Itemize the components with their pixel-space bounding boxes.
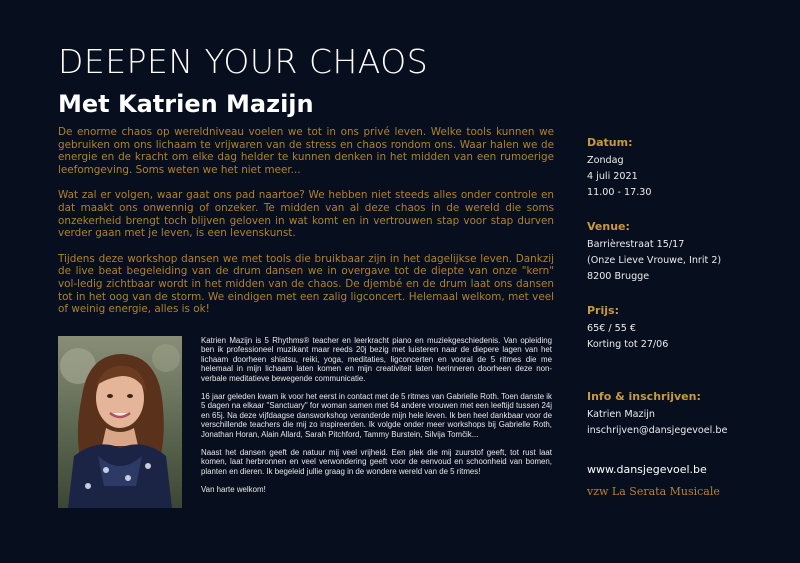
date-label: Datum:: [587, 136, 633, 149]
bio-paragraph: Katrien Mazijn is 5 Rhythms® teacher en leerkracht piano en muziekgeschiedenis. Van opleiding ben ik professioneel muzikant maar reeds 20j bezig met luisteren naar de diepere lagen van het lichaam doorheen shiatsu, reiki, yoga, meditaties, ligconcerten en vooral de 5 ritmes die me helemaal in mijn lichaam laten komen en mijn creativiteit laten herinneren doorheen deze non-verbale meditatieve bewegende communicatie.: [201, 336, 552, 383]
venue-line: 8200 Brugge: [587, 271, 650, 282]
price-line: Korting tot 27/06: [587, 339, 669, 350]
date-section: [587, 136, 787, 201]
bio-paragraph: 16 jaar geleden kwam ik voor het eerst in contact met de 5 ritmes van Gabrielle Roth. Toen danste ik 5 dagen na elkaar "Sanctuary" for woman samen met 64 andere vrouwen met een leeftijd tussen 24j en 65j. Na deze vijfdaagse dansworkshop veranderde mijn hele leven. Ik ben heel dankbaar voor de verschillende teachers die mij zo inspireerden. Ik volgde onder meer workshops bij Gabrielle Roth, Jonathan Horan, Alain Allard, Sarah Pitchford, Tammy Burstein, Silvija Tomčik...: [201, 392, 552, 439]
price-section: [587, 304, 787, 353]
info-label: Info & inschrijven:: [587, 390, 701, 403]
website-link[interactable]: www.dansjegevoel.be: [587, 463, 707, 476]
bio-paragraph: Van harte welkom!: [201, 485, 266, 495]
page-title: DEEPEN YOUR CHAOS: [58, 42, 429, 81]
price-label: Prijs:: [587, 304, 619, 317]
date-line: 4 juli 2021: [587, 171, 638, 182]
venue-section: [587, 220, 787, 285]
intro-paragraph: Wat zal er volgen, waar gaat ons pad naartoe? We hebben niet steeds alles onder controle en dat maakt ons onwennig of onzeker. Te midden van al deze chaos in de wereld die soms onzekerheid brengt toch blijven geloven in wat komt en in vertrouwen stap voor stap durven verder gaan met je leven, is een levenskunst.: [58, 189, 554, 240]
venue-label: Venue:: [587, 220, 630, 233]
date-line: 11.00 - 17.30: [587, 187, 652, 198]
intro-paragraph: De enorme chaos op wereldniveau voelen we tot in ons privé leven. Welke tools kunnen we gebruiken om ons lichaam te vrijwaren van de stress en chaos rondom ons. Waar halen we de energie en de kracht om elke dag helder te kunnen denken in het midden van een rumoerige leefomgeving. Soms weten we het niet meer...: [58, 126, 554, 176]
intro-text: [58, 126, 554, 329]
venue-line: (Onze Lieve Vrouwe, Inrit 2): [587, 255, 722, 266]
portrait-photo: [58, 336, 182, 508]
bio-text: [201, 336, 552, 504]
organization-name: vzw La Serata Musicale: [587, 485, 720, 498]
info-section: [587, 390, 787, 439]
venue-line: Barrièrestraat 15/17: [587, 239, 685, 250]
contact-name: Katrien Mazijn: [587, 409, 656, 420]
intro-paragraph: Tijdens deze workshop dansen we met tools die bruikbaar zijn in het dagelijkse leven. Dankzij de live beat begeleiding van de drum dansen we in overgave tot de diepte van onze "kern" vol-ledig zichtbaar wordt in het midden van de chaos. De djembé en de drum laat ons dansen tot in het oog van de storm. We eindigen met een zalig ligconcert. Helemaal welkom, met veel of weinig energie, alles is ok!: [58, 252, 554, 316]
page-subtitle: Met Katrien Mazijn: [58, 90, 314, 118]
contact-email[interactable]: inschrijven@dansjegevoel.be: [587, 425, 728, 436]
date-line: Zondag: [587, 155, 624, 166]
price-line: 65€ / 55 €: [587, 323, 637, 334]
bio-paragraph: Naast het dansen geeft de natuur mij veel vrijheid. Een plek die mij zuurstof geeft, tot rust laat komen, laat herbronnen en veel verwondering geeft voor de eenvoud en schoonheid van bomen, planten en dieren. Ik begeleid jullie graag in de wondere wereld van de 5 ritmes!: [201, 448, 552, 476]
